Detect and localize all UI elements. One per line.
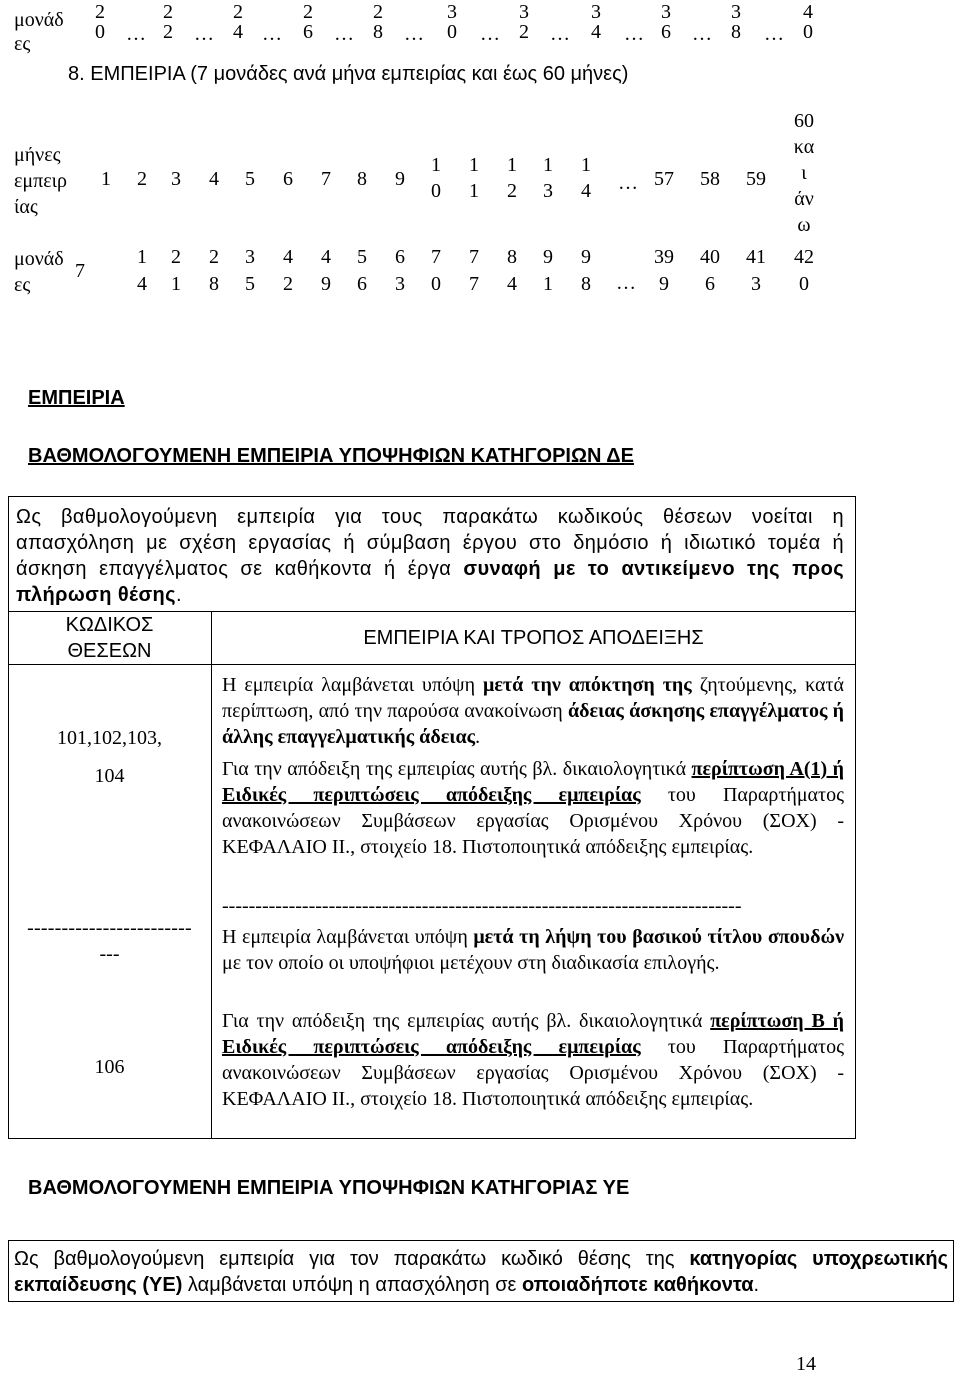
units-row-cell — [647, 244, 681, 298]
top-row-cell-text: 6 — [661, 21, 671, 43]
top-row-cell — [581, 2, 611, 42]
months-row-cell — [234, 166, 266, 192]
proof-b-text: του Παραρτήματος ανακοινώσεων Συμβάσεων εργασίας Ορισμένου Χρόνου (ΣΟΧ) - ΚΕΦΑΛΑΙΟ ΙΙ., στοιχείο 18. Πιστοποιητικά απόδειξης εμπειρίας. — [222, 1036, 844, 1110]
units-row-cell — [495, 244, 529, 298]
months-row-cell — [272, 166, 304, 192]
top-row-cell-text: 2 — [303, 1, 313, 23]
months-row-cell-text: ι — [801, 162, 807, 184]
months-row-cell-text: ω — [797, 214, 811, 236]
top-row-cell-text: 3 — [661, 1, 671, 23]
heading-experience: ΕΜΠΕΙΡΙΑ — [28, 387, 125, 409]
top-row-cell-text: 3 — [591, 1, 601, 23]
units-row-cell-text: 1 — [171, 273, 181, 295]
units-row-cell-text: 7 — [469, 246, 479, 268]
units-row-cell-text: 9 — [581, 246, 591, 268]
top-row-label-line: ες — [14, 33, 31, 55]
units-row-cell-text: 6 — [395, 246, 405, 268]
top-row-cell-text: … — [126, 23, 146, 45]
top-row-cell — [509, 2, 539, 42]
months-row-cell-text: 4 — [581, 180, 591, 202]
units-row-cell-text: 6 — [357, 273, 367, 295]
proof-b-text: Η εμπειρία λαμβάνεται υπόψη — [222, 926, 474, 948]
months-row-cell — [648, 166, 680, 192]
months-row-cell — [570, 152, 602, 204]
months-row-cell-text: 60 — [794, 110, 814, 132]
top-row-cell-text: 0 — [803, 21, 813, 43]
top-row-cell-text: 2 — [373, 1, 383, 23]
top-row-cell-text: … — [764, 23, 784, 45]
units-row-cell — [693, 244, 727, 298]
top-row-cell-text: … — [194, 23, 214, 45]
col-code-header — [8, 612, 211, 664]
col-code-header-line: ΘΕΣΕΩΝ — [67, 640, 152, 662]
months-row-label — [14, 142, 84, 220]
units-row-cell — [233, 244, 267, 298]
units-row-cell-text: 5 — [245, 273, 255, 295]
col-proof-header: ΕΜΠΕΙΡΙΑ ΚΑΙ ΤΡΟΠΟΣ ΑΠΟΔΕΙΞΗΣ — [363, 627, 704, 649]
months-row-cell-text: 1 — [507, 154, 517, 176]
top-row-cell — [189, 24, 219, 44]
units-row-cell-text: 9 — [543, 246, 553, 268]
months-row-cell-text: 58 — [700, 168, 720, 190]
months-row-cell-text: 4 — [209, 168, 219, 190]
ye-intro-bold: οποιαδήποτε καθήκοντα — [522, 1274, 754, 1296]
col-code-header-line: ΚΩΔΙΚΟΣ — [65, 614, 154, 636]
top-row-cell-text: … — [262, 23, 282, 45]
top-row-cell — [545, 24, 575, 44]
de-intro-text — [16, 504, 844, 608]
top-row-cell — [153, 2, 183, 42]
months-row-label-line: εμπειρ — [14, 170, 67, 192]
units-row-cell-text: 7 — [75, 260, 85, 282]
months-row-label-line: ίας — [14, 196, 38, 218]
top-row-cell-text: 4 — [233, 21, 243, 43]
months-row-cell — [126, 166, 158, 192]
de-table-col-divider — [211, 611, 212, 1139]
units-row-cell-text: 7 — [431, 246, 441, 268]
months-row-cell — [458, 152, 490, 204]
top-row-cell-text: … — [480, 23, 500, 45]
proof-a-bold: άδειας άσκησης επαγγέλματος ή άλλης επαγγελματικής άδειας — [222, 700, 844, 748]
de-table-header-divider — [8, 664, 856, 665]
heading-de: ΒΑΘΜΟΛΟΓΟΥΜΕΝΗ ΕΜΠΕΙΡΙΑ ΥΠΟΨΗΦΙΩΝ ΚΑΤΗΓΟΡΙΩΝ ΔΕ — [28, 445, 634, 467]
proof-a-case-link: περίπτωση Α(1) ή Ειδικές περιπτώσεις απόδειξης εμπειρίας — [222, 758, 844, 806]
months-row-cell-text: 1 — [101, 168, 111, 190]
top-row-cell-text: … — [624, 23, 644, 45]
proof-b-case-link: περίπτωση Β ή Ειδικές περιπτώσεις απόδειξης εμπειρίας — [222, 1010, 844, 1058]
units-row-cell — [309, 244, 343, 298]
ye-intro-plain: λαμβάνεται υπόψη η απασχόληση σε — [182, 1274, 523, 1296]
top-row-cell-text: 3 — [731, 1, 741, 23]
top-row-cell — [687, 24, 717, 44]
months-row-cell-text: 9 — [395, 168, 405, 190]
top-row-cell — [437, 2, 467, 42]
months-row-cell-text: 0 — [431, 180, 441, 202]
top-row-cell-text: 2 — [519, 21, 529, 43]
top-row-cell-text: 8 — [373, 21, 383, 43]
top-row-cell-text: 2 — [163, 1, 173, 23]
top-row-cell-text: 3 — [519, 1, 529, 23]
months-row-cell-text: 3 — [543, 180, 553, 202]
units-row-cell-text: 0 — [799, 273, 809, 295]
ye-intro-plain: . — [753, 1274, 760, 1296]
top-row-cell-text: 4 — [803, 1, 813, 23]
top-row-cell — [121, 24, 151, 44]
top-row-cell-text: 3 — [447, 1, 457, 23]
units-row-cell-text: 39 — [654, 246, 674, 268]
months-row-cell-text: 1 — [469, 180, 479, 202]
units-row-cell — [787, 244, 821, 298]
top-row-cell-text: 2 — [233, 1, 243, 23]
months-row-cell-text: κα — [793, 136, 815, 158]
months-row-cell-text: 59 — [746, 168, 766, 190]
months-row-cell-text: 2 — [507, 180, 517, 202]
ye-intro-text — [14, 1246, 948, 1298]
top-row-cell — [223, 2, 253, 42]
top-row-cell — [85, 2, 115, 42]
months-row-cell-text: 1 — [469, 154, 479, 176]
top-row-cell — [363, 2, 393, 42]
top-row-cell-text: … — [692, 23, 712, 45]
section-8-title: 8. ΕΜΠΕΙΡΙΑ (7 μονάδες ανά μήνα εμπειρίας και έως 60 μήνες) — [68, 63, 629, 85]
units-row-cell — [159, 244, 193, 298]
top-row-cell — [293, 2, 323, 42]
top-row-cell — [759, 24, 789, 44]
units-row-cell-text: 42 — [794, 246, 814, 268]
units-row-cell-text: 5 — [357, 246, 367, 268]
top-row-label — [14, 8, 76, 56]
months-row-cell-text: άν — [794, 188, 814, 210]
months-row-label-line: μήνες — [14, 144, 61, 166]
top-row-cell-text: 4 — [591, 21, 601, 43]
units-row-label-line: μονάδ — [14, 248, 64, 270]
units-row-cell-text: 7 — [469, 273, 479, 295]
units-row-cell — [739, 244, 773, 298]
units-row-cell-text: 40 — [700, 246, 720, 268]
proof-a-text: ζητούμενης, κατά περίπτωση, από την παρούσα ανακοίνωση — [222, 674, 844, 722]
units-row-cell — [125, 244, 159, 298]
months-row-cell — [346, 166, 378, 192]
months-row-cell — [612, 170, 644, 196]
months-row-cell-text: 3 — [171, 168, 181, 190]
top-row-label-line: μονάδ — [14, 9, 64, 31]
units-row-cell — [457, 244, 491, 298]
units-row-cell-text: 3 — [245, 246, 255, 268]
months-row-cell — [160, 166, 192, 192]
units-row-cell-text: … — [616, 272, 636, 294]
units-row-label-line: ες — [14, 274, 31, 296]
months-row-cell-text: 1 — [543, 154, 553, 176]
proof-a-text: του Παραρτήματος ανακοινώσεων Συμβάσεων εργασίας Ορισμένου Χρόνου (ΣΟΧ) - ΚΕΦΑΛΑΙΟ ΙΙ., στοιχείο 18. Πιστοποιητικά απόδειξης εμπειρίας. — [222, 784, 844, 858]
top-row-cell — [651, 2, 681, 42]
units-row-cell-text: 8 — [209, 273, 219, 295]
top-row-cell — [793, 2, 823, 42]
proof-separator: ------------------------------------------------------------------------------ — [222, 895, 742, 917]
de-intro-end: . — [175, 584, 182, 606]
proof-a-para2 — [222, 756, 844, 860]
code-a-line2: 104 — [94, 765, 125, 787]
months-row-cell — [496, 152, 528, 204]
units-row-cell-text: 9 — [659, 273, 669, 295]
months-row-cell — [694, 166, 726, 192]
proof-a-text: . — [475, 726, 481, 748]
units-row-cell-text: 4 — [507, 273, 517, 295]
proof-b-para1 — [222, 924, 844, 976]
units-row-cell-text: 3 — [751, 273, 761, 295]
page-number: 14 — [796, 1353, 816, 1375]
months-row-cell-text: 1 — [581, 154, 591, 176]
units-row-cell-text: 8 — [507, 246, 517, 268]
units-row-cell-text: 1 — [137, 246, 147, 268]
months-row-cell-text: 8 — [357, 168, 367, 190]
de-intro-plain: Ως βαθμολογούμενη εμπειρία για τους παρακάτω κωδικούς θέσεων νοείται η απασχόληση με σχέση εργασίας ή σύμβαση έργου στο δημόσιο ή ιδιωτικό τομέα ή άσκηση επαγγέλματος σε καθήκοντα ή έργα — [16, 506, 844, 580]
months-row-cell — [310, 166, 342, 192]
ye-intro-bold: κατηγορίας υποχρεωτικής εκπαίδευσης (ΥΕ) — [14, 1248, 948, 1296]
units-row-cell — [419, 244, 453, 298]
units-row-cell-text: 41 — [746, 246, 766, 268]
top-row-cell — [721, 2, 751, 42]
units-row-cell — [569, 244, 603, 298]
months-row-cell — [784, 108, 824, 238]
months-row-cell — [532, 152, 564, 204]
heading-ye: ΒΑΘΜΟΛΟΓΟΥΜΕΝΗ ΕΜΠΕΙΡΙΑ ΥΠΟΨΗΦΙΩΝ ΚΑΤΗΓΟΡΙΑΣ ΥΕ — [28, 1177, 630, 1199]
code-b: 106 — [94, 1056, 125, 1078]
units-row-cell-text: 8 — [581, 273, 591, 295]
top-row-cell — [257, 24, 287, 44]
proof-b-bold: μετά τη λήψη του βασικού τίτλου σπουδών — [473, 926, 845, 948]
units-row-cell-text: 4 — [321, 246, 331, 268]
top-row-cell-text: 8 — [731, 21, 741, 43]
units-row-cell-text: 3 — [395, 273, 405, 295]
top-row-cell — [619, 24, 649, 44]
units-row-cell — [383, 244, 417, 298]
units-row-cell — [197, 244, 231, 298]
top-row-cell-text: … — [404, 23, 424, 45]
units-row-cell-text: 6 — [705, 273, 715, 295]
months-row-cell-text: … — [618, 172, 638, 194]
months-row-cell-text: 6 — [283, 168, 293, 190]
proof-a-bold: μετά την απόκτηση της — [483, 674, 692, 696]
units-row-cell — [345, 244, 379, 298]
top-row-cell-text: … — [550, 23, 570, 45]
proof-a-text: Η εμπειρία λαμβάνεται υπόψη — [222, 674, 484, 696]
top-row-cell-text: … — [334, 23, 354, 45]
units-row-cell — [271, 244, 305, 298]
top-row-cell-text: 2 — [163, 21, 173, 43]
proof-b-text: Για την απόδειξη της εμπειρίας αυτής βλ. δικαιολογητικά — [222, 1010, 711, 1032]
units-row-cell-text: 0 — [431, 273, 441, 295]
proof-b-text: με τον οποίο οι υποψήφιοι μετέχουν στη διαδικασία επιλογής. — [222, 952, 720, 974]
units-row-cell-text: 1 — [543, 273, 553, 295]
units-row-cell-text: 4 — [283, 246, 293, 268]
top-row-cell — [329, 24, 359, 44]
units-row-cell-text: 2 — [171, 246, 181, 268]
top-row-cell-text: 6 — [303, 21, 313, 43]
units-row-cell — [609, 270, 643, 297]
top-row-cell-text: 0 — [95, 21, 105, 43]
proof-a-para1 — [222, 672, 844, 750]
top-row-cell-text: 0 — [447, 21, 457, 43]
ye-intro-plain: Ως βαθμολογούμενη εμπειρία για τον παρακάτω κωδικό θέσης της — [14, 1248, 690, 1270]
months-row-cell — [198, 166, 230, 192]
months-row-cell-text: 7 — [321, 168, 331, 190]
top-row-cell — [399, 24, 429, 44]
months-row-cell — [384, 166, 416, 192]
units-row-cell-text: 9 — [321, 273, 331, 295]
code-separator-line2: --- — [99, 943, 120, 965]
de-intro-bold: συναφή με το αντικείμενο της προς πλήρωση θέσης — [16, 558, 845, 606]
units-row-cell — [63, 258, 97, 285]
months-row-cell — [740, 166, 772, 192]
units-row-cell — [531, 244, 565, 298]
units-row-cell-text: 2 — [283, 273, 293, 295]
top-row-cell-text: 2 — [95, 1, 105, 23]
proof-b-para2 — [222, 1008, 844, 1112]
proof-a-text: Για την απόδειξη της εμπειρίας αυτής βλ. δικαιολογητικά — [222, 758, 692, 780]
code-a-line1: 101,102,103, — [57, 727, 162, 749]
code-separator-line1: ------------------------ — [27, 917, 192, 939]
units-row-cell-text: 2 — [209, 246, 219, 268]
top-row-cell — [475, 24, 505, 44]
months-row-cell-text: 57 — [654, 168, 674, 190]
months-row-cell — [420, 152, 452, 204]
months-row-cell-text: 1 — [431, 154, 441, 176]
months-row-cell-text: 5 — [245, 168, 255, 190]
months-row-cell — [90, 166, 122, 192]
months-row-cell-text: 2 — [137, 168, 147, 190]
units-row-cell-text: 4 — [137, 273, 147, 295]
